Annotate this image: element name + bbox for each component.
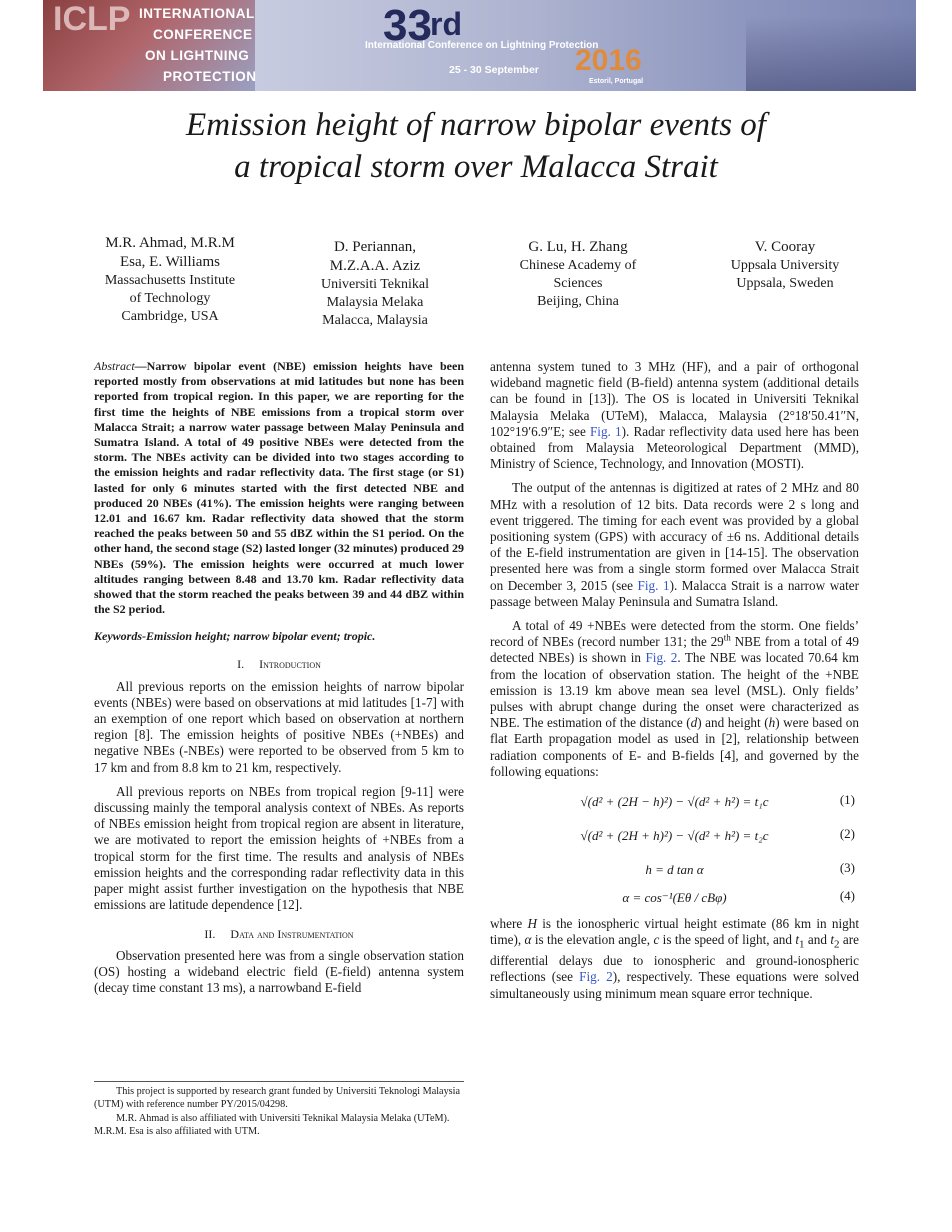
paragraph-text: is the ionospheric virtual height estimate (86 km in night time), — [490, 916, 860, 948]
logo-text — [139, 3, 255, 87]
author-affiliation: Uppsala, Sweden — [736, 276, 834, 291]
logo-line-4: PROTECTION — [163, 69, 257, 84]
author-block-2 — [290, 238, 460, 330]
intro-paragraph-1: All previous reports on the emission heights of narrow bipolar events (NBEs) were based on observations at mid latitudes [1-7] with an exemption of one report which based on observation at northern region [8]. The emission heights of positive NBEs (+NBEs) and negative NBEs (-NBEs) were reported to be observed from 5 km to 17 km and from 8.8 km to 21 km, respectively. — [94, 678, 464, 775]
author-names: M.R. Ahmad, M.R.M — [105, 235, 235, 251]
paragraph-text: is the speed of light, and — [659, 932, 796, 948]
banner-edition-suffix: rd — [430, 6, 462, 42]
variable-alpha: α — [524, 932, 532, 948]
author-affiliation: Chinese Academy of — [519, 258, 637, 273]
data-paragraph-2 — [490, 480, 859, 610]
author-affiliation: Sciences — [553, 276, 603, 291]
abstract-label: Abstract — [94, 359, 135, 373]
author-names: V. Cooray — [754, 239, 816, 255]
author-names: D. Periannan, — [333, 239, 417, 255]
paragraph-text: A total of 49 +NBEs were detected from the storm. One fields’ record of NBEs (record number 131; the 29 — [490, 618, 859, 650]
variable-t2: t — [830, 932, 835, 948]
left-column — [94, 359, 464, 1004]
paragraph-text: The output of the antennas is digitized at rates of 2 MHz and 80 MHz with a resolution of 12 bits. Data records were 2 s long and event triggered. The timing for each event was provided by a global positioning system (GPS) with accuracy of ±6 ns. Additional details of the E-field instrumentation are given in [14-15]. The observation presented here was from a single storm formed over Malacca Strait on December 3, 2015 (see — [490, 480, 859, 593]
variable-t1: t — [795, 932, 800, 948]
paragraph-text: antenna system tuned to 3 MHz (HF), and a pair of orthogonal wideband magnetic field (B-field) antenna system (additional details can be found in [13]). The OS is located in Universiti Teknikal Malaysia Melaka (UTeM), Malacca, Malaysia (2°18′50.41″N, 102°19′6.9″E; see — [490, 359, 859, 439]
paragraph-text: NBE from a total of 49 detected NBEs) is shown in — [490, 634, 859, 666]
data-paragraph-1-continued — [490, 359, 859, 472]
variable-d: d — [690, 715, 698, 731]
data-paragraph-1: Observation presented here was from a single observation station (OS) hosting a wideband electric field (E-field) antenna system (decay time constant 13 ms), a narrowband E-field — [94, 947, 464, 996]
author-affiliation: Uppsala University — [730, 258, 840, 273]
footnote-funding: This project is supported by research grant funded by Universiti Teknologi Malaysia (UTM) with reference number PY/2015/04298. — [94, 1086, 460, 1111]
variable-H: H — [527, 916, 537, 932]
paragraph-text: where — [490, 916, 528, 932]
abstract-text: —Narrow bipolar event (NBE) emission heights have been reported mostly from observations at mid latitudes but none has been reported from tropical region. In this paper, we are reporting for the first time the heights of NBE emissions from a tropical storm over Malacca Strait; a narrow water passage between Malay Peninsula and Sumatra Island. A total of 49 positive NBEs were detected from the storm. The NBEs activity can be divided into two stages according to the emission heights and radar reflectivity data. The first stage (or S1) lasted for only 6 minutes started with the first detected NBE and produced 20 NBEs (41%). The emission heights were ranging between 12.01 and 16.67 km. Radar reflectivity data showed that the storm reached the peaks between 50 and 55 dBZ within the S1 period. On the other hand, the second stage (S2) lasted longer (32 minutes) produced 29 NBEs (59%). The emission heights were occurred at much lower altitudes ranging between 8.48 and 13.70 km. Radar reflectivity data showed that the storm reached the peaks between 39 and 44 dBZ within the S2 period. — [94, 359, 465, 617]
author-affiliation: Universiti Teknikal — [320, 277, 430, 292]
equation-expression: √(d² + (2H + h)²) − √(d² + h²) = t₂c — [580, 828, 769, 844]
paragraph-text: and — [804, 932, 831, 948]
conference-logo — [43, 0, 255, 91]
equation-number: (1) — [839, 792, 855, 808]
equation-1 — [490, 788, 859, 818]
equation-expression: α = cos⁻¹(Eθ / cBφ) — [622, 890, 727, 906]
author-names: Esa, E. Williams — [120, 254, 220, 270]
equation-expression: √(d² + (2H − h)²) − √(d² + h²) = t₁c — [580, 794, 769, 810]
paper-title — [60, 104, 892, 188]
section-heading-data — [94, 926, 464, 942]
keywords: Keywords-Emission height; narrow bipolar event; tropic. — [94, 629, 376, 644]
paragraph-text: ). Malacca Strait is a narrow water passage between Malay Peninsula and Sumatra Island. — [490, 577, 859, 609]
paragraph-text: ), respectively. These equations were solved simultaneously using minimum mean square error technique. — [490, 969, 860, 1001]
author-affiliation: Beijing, China — [537, 294, 619, 309]
footnote-rule — [94, 1081, 464, 1082]
author-block-4 — [700, 238, 870, 293]
paragraph-text: . The NBE was located 70.64 km from the location of observation station. The height of the +NBE emission is 13.19 km above mean sea level (MSL). Only fields’ pulses with abrupt change during the onset were characterized as NBE. The estimation of the distance ( — [490, 650, 860, 731]
paragraph-text: is the elevation angle, — [531, 932, 654, 948]
footnote-affiliation: M.R. Ahmad is also affiliated with Universiti Teknikal Malaysia Melaka (UTeM). M.R.M. Esa is also affiliated with UTM. — [94, 1112, 450, 1138]
figure-2-link[interactable]: Fig. 2 — [645, 650, 678, 666]
author-block-3 — [492, 238, 664, 311]
title-line-1: Emission height of narrow bipolar events of — [186, 107, 766, 143]
equation-2 — [490, 822, 859, 852]
title-line-2: a tropical storm over Malacca Strait — [234, 149, 718, 185]
banner-conference-name: International Conference on Lightning Protection — [365, 40, 599, 51]
paragraph-text: ). Radar reflectivity data used here has been obtained from Malaysia Meteorological Department (MMD), Ministry of Science, Technology, and Innovation (MOSTI). — [490, 423, 859, 472]
figure-1-link[interactable]: Fig. 1 — [637, 577, 670, 593]
figure-2-link[interactable]: Fig. 2 — [579, 969, 613, 985]
banner-city: Estoril, Portugal — [589, 78, 644, 85]
data-paragraph-3 — [490, 618, 859, 780]
author-affiliation: Malaysia Melaka — [326, 295, 424, 310]
ordinal-suffix: th — [723, 632, 731, 643]
abstract — [94, 359, 464, 617]
banner-year: 2016 — [575, 44, 642, 77]
equation-number: (3) — [839, 860, 855, 876]
equation-number: (2) — [839, 826, 855, 842]
banner-skyline-decoration — [746, 16, 916, 91]
section-number: II. — [204, 926, 216, 941]
author-affiliation: Massachusetts Institute — [104, 273, 236, 288]
conference-banner — [43, 0, 916, 91]
paragraph-text: ) were based on flat Earth propagation model as used in [2], relationship between radiation components of E- and B-fields [4], and governed by the following equations: — [490, 715, 859, 779]
author-affiliation: Malacca, Malaysia — [322, 313, 428, 328]
right-column — [490, 359, 859, 1010]
data-paragraph-4 — [490, 916, 859, 1002]
subscript: 1 — [799, 938, 805, 951]
section-title: Data and Instrumentation — [230, 926, 354, 941]
logo-line-1: INTERNATIONAL — [139, 6, 255, 21]
paragraph-text: are differential delays due to ionospheric and ground-ionospheric reflections (see — [490, 932, 859, 985]
subscript: 2 — [834, 938, 840, 951]
footnote — [94, 1085, 464, 1139]
equation-number: (4) — [839, 888, 855, 904]
banner-edition-number: 33 — [383, 1, 432, 50]
author-affiliation: Cambridge, USA — [121, 309, 219, 324]
variable-c: c — [653, 932, 660, 948]
banner-dates: 25 - 30 September — [449, 64, 539, 76]
section-title: Introduction — [259, 657, 321, 672]
author-block-1 — [80, 234, 260, 326]
equation-4 — [490, 884, 859, 914]
section-heading-introduction — [94, 656, 464, 672]
figure-1-link[interactable]: Fig. 1 — [589, 423, 622, 439]
author-names: G. Lu, H. Zhang — [528, 239, 628, 255]
author-names: M.Z.A.A. Aziz — [329, 258, 421, 274]
section-number: I. — [237, 657, 245, 672]
logo-line-2: CONFERENCE — [153, 27, 253, 42]
logo-line-3: ON LIGHTNING — [145, 48, 250, 63]
variable-h: h — [768, 715, 776, 731]
logo-letters: ICLP — [53, 0, 131, 38]
equation-expression: h = d tan α — [645, 862, 704, 878]
author-affiliation: of Technology — [129, 291, 211, 306]
paragraph-text: ) and height ( — [697, 715, 769, 731]
intro-paragraph-2: All previous reports on NBEs from tropical region [9-11] were discussing mainly the temporal analysis context of NBEs. As reports of NBEs emission height from tropical region are absent in literature, we are motivated to report the emission heights of +NBEs from a tropical storm for the first time. The results and analysis of NBEs emission heights and the corresponding radar reflectivity data in this paper might assist further investigation on the hypothesis that NBE emissions are latitude dependence [12]. — [94, 783, 464, 913]
equation-3 — [490, 856, 859, 880]
